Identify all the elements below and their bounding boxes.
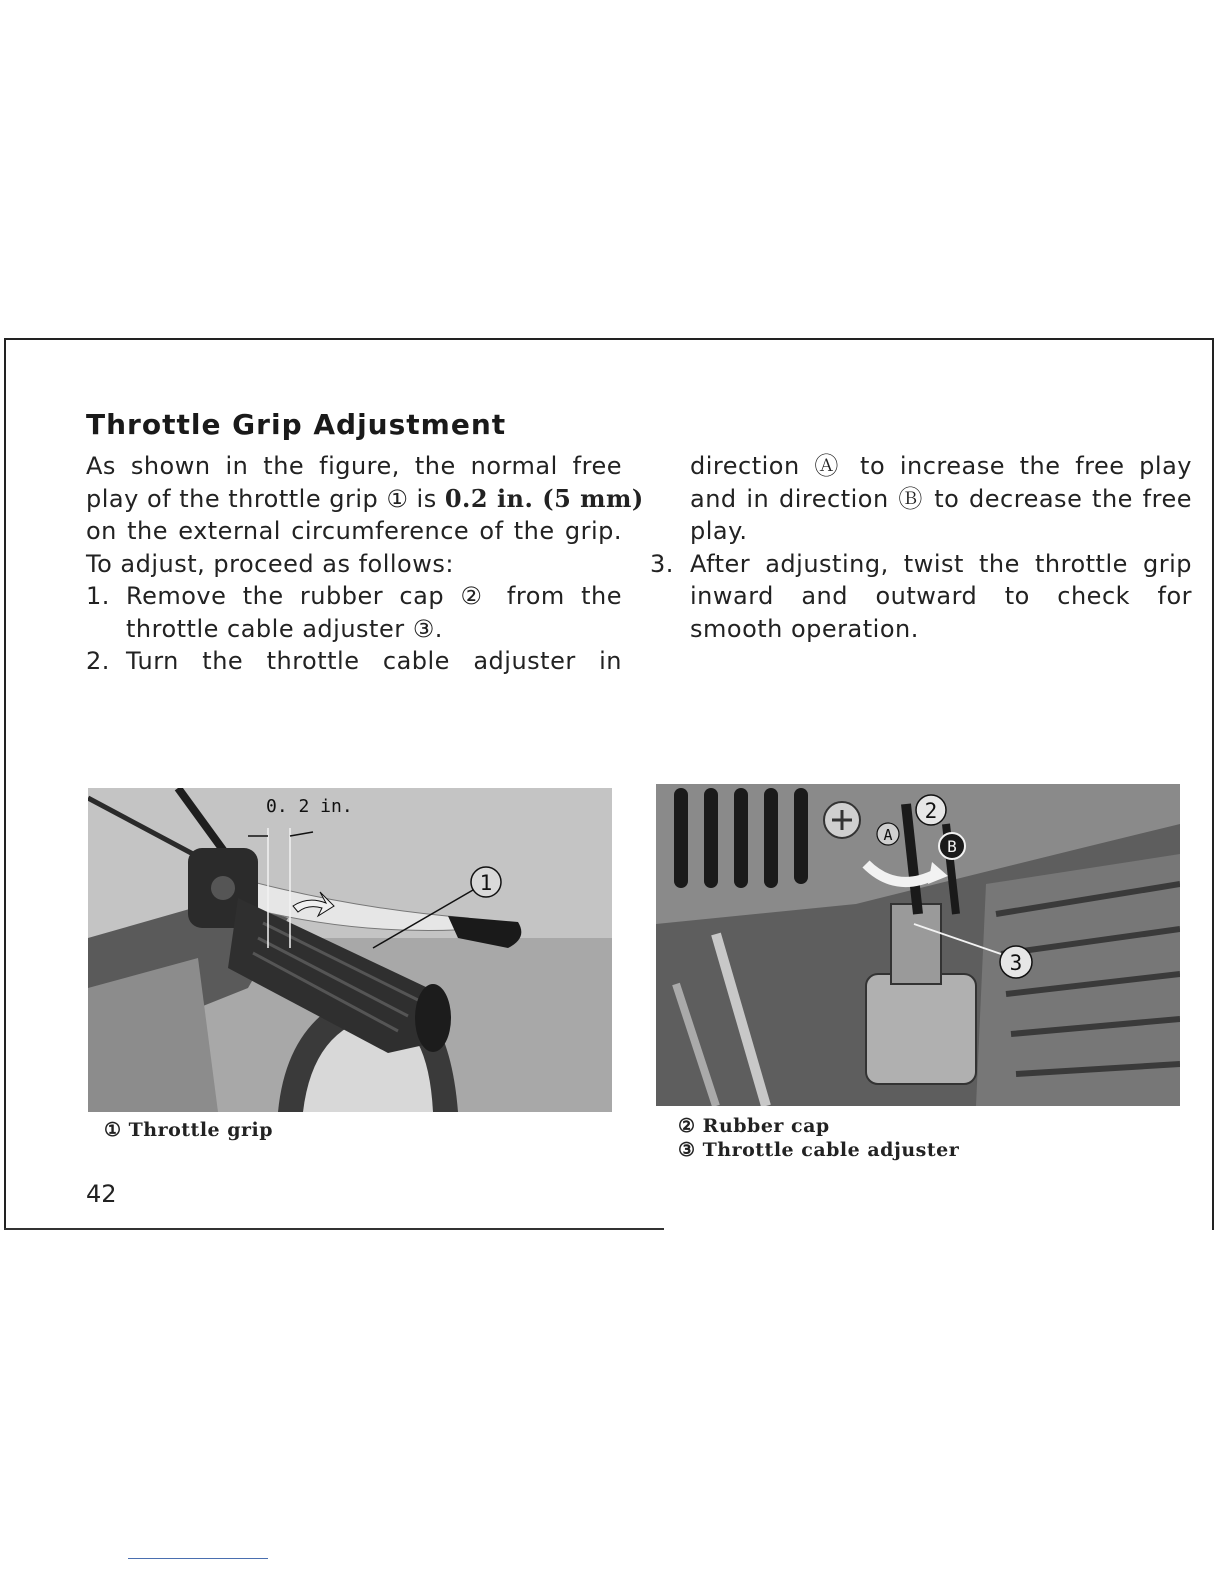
cable-adjuster-illustration xyxy=(656,784,1180,1106)
intro-line-1: As shown in the figure, the normal free xyxy=(86,452,622,480)
intro-line-4: To adjust, proceed as follows: xyxy=(86,549,454,578)
step-3-line-3: smooth operation. xyxy=(690,614,919,643)
throttle-grip-photo xyxy=(88,788,612,1112)
callout-2-label: 2 xyxy=(924,799,938,823)
intro-line-2-text: play of the throttle grip ① is xyxy=(86,484,445,513)
step-2-cont-line-3: play. xyxy=(690,517,748,545)
free-play-spec: 0.2 in. (5 mm) xyxy=(444,483,644,513)
section-title: Throttle Grip Adjustment xyxy=(86,408,507,441)
page-number: 42 xyxy=(86,1180,117,1208)
callout-1-label: 1 xyxy=(479,871,493,895)
page-bottom-rule xyxy=(4,1228,664,1230)
direction-b-label: B xyxy=(947,837,957,856)
step-2-number: 2. xyxy=(86,647,110,675)
cable-adjuster-photo xyxy=(656,784,1180,1106)
step-1 xyxy=(86,580,622,645)
measure-label: 0. 2 in. xyxy=(266,796,353,817)
step-2-cont-line-1: direction Ⓐ to increase the free play xyxy=(690,452,1192,480)
step-3-number: 3. xyxy=(650,549,674,578)
step-3-line-2: inward and outward to check for xyxy=(690,582,1192,610)
caption-cable-adjuster: ③ Throttle cable adjuster xyxy=(678,1139,960,1161)
step-2-cont-line-2: and in direction Ⓑ to decrease the free xyxy=(690,484,1192,513)
intro-line-3: on the external circumference of the grip. xyxy=(86,517,622,545)
footer-rule xyxy=(128,1558,268,1559)
step-1-line-1: Remove the rubber cap ② from the xyxy=(126,582,622,610)
right-text-column xyxy=(650,450,1192,645)
left-text-column xyxy=(86,450,644,678)
step-1-line-2: throttle cable adjuster ③. xyxy=(126,614,443,643)
throttle-grip-illustration xyxy=(88,788,612,1112)
right-figure-caption xyxy=(678,1114,959,1162)
step-2-line-1: Turn the throttle cable adjuster in xyxy=(126,647,622,675)
step-3-line-1: After adjusting, twist the throttle grip xyxy=(690,549,1192,578)
caption-rubber-cap: ② Rubber cap xyxy=(678,1115,830,1137)
intro-line-2 xyxy=(86,483,644,516)
direction-a-label: A xyxy=(883,826,893,844)
callout-3-label: 3 xyxy=(1009,951,1023,975)
left-figure-caption: ① Throttle grip xyxy=(104,1119,274,1141)
step-2-continued xyxy=(650,450,1192,548)
step-2 xyxy=(86,645,622,678)
step-3 xyxy=(650,548,1192,646)
step-1-number: 1. xyxy=(86,582,110,610)
